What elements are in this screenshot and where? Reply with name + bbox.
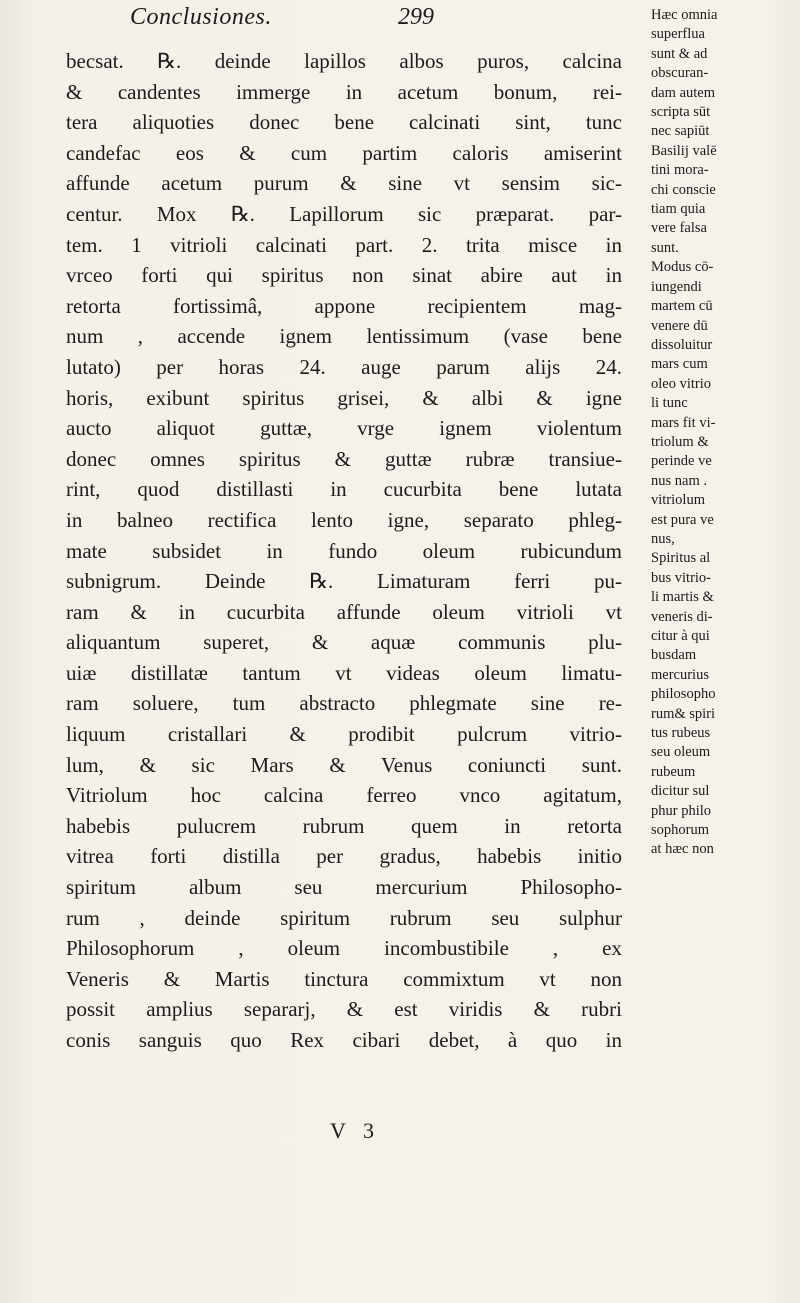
marginal-note-line: busdam bbox=[651, 647, 697, 664]
text-line: centur. Mox ℞. Lapillorum sic præparat. par- bbox=[66, 201, 622, 226]
marginal-note-line: venere dū bbox=[651, 317, 708, 334]
text-line: possit amplius separarj, & est viridis & rubri bbox=[66, 997, 622, 1022]
text-line: candefac eos & cum partim caloris amiserint bbox=[66, 140, 622, 165]
marginal-note-line: perinde ve bbox=[651, 453, 712, 470]
marginal-note-line: rum& spiri bbox=[651, 705, 716, 722]
marginal-note-line: superflua bbox=[651, 26, 705, 43]
text-line: retorta fortissimâ, appone recipientem mag- bbox=[66, 293, 622, 318]
text-line: ram soluere, tum abstracto phlegmate sine re- bbox=[66, 691, 622, 716]
text-line: rum , deinde spiritum rubrum seu sulphur bbox=[66, 905, 622, 930]
marginal-notes bbox=[651, 6, 751, 860]
text-line: conis sanguis quo Rex cibari debet, à quo in bbox=[66, 1028, 622, 1052]
marginal-note-line: vere falsa bbox=[651, 220, 707, 237]
text-line: liquum cristallari & prodibit pulcrum vitrio- bbox=[66, 722, 622, 747]
marginal-note-line: nec sapiūt bbox=[651, 123, 710, 140]
text-line: & candentes immerge in acetum bonum, rei- bbox=[66, 79, 622, 104]
marginal-note-line: phur philo bbox=[651, 802, 712, 819]
text-line: donec omnes spiritus & guttæ rubræ transiue- bbox=[66, 446, 622, 471]
text-line: aliquantum superet, & aquæ communis plu- bbox=[66, 630, 622, 655]
marginal-note-line: vitriolum bbox=[651, 492, 705, 509]
marginal-note-line: citur à qui bbox=[651, 628, 710, 644]
text-line: num , accende ignem lentissimum (vase bene bbox=[66, 324, 622, 349]
marginal-note-line: sunt. bbox=[651, 239, 679, 256]
page-number: 299 bbox=[398, 4, 434, 30]
marginal-note-line: philosopho bbox=[651, 686, 716, 703]
text-line: Philosophorum , oleum incombustibile , ex bbox=[66, 936, 622, 961]
text-line: aucto aliquot guttæ, vrge ignem violentum bbox=[66, 416, 622, 441]
marginal-note-line: at hæc non bbox=[651, 841, 714, 858]
text-line: subnigrum. Deinde ℞. Limaturam ferri pu- bbox=[66, 569, 622, 594]
text-line: Veneris & Martis tinctura commixtum vt non bbox=[66, 966, 622, 991]
marginal-note-line: nus nam . bbox=[651, 472, 707, 489]
text-line: lum, & sic Mars & Venus coniuncti sunt. bbox=[66, 752, 622, 777]
text-line: rint, quod distillasti in cucurbita bene lutata bbox=[66, 477, 622, 502]
marginal-note-line: Basilij valē bbox=[651, 142, 717, 159]
marginal-note-line: Hæc omnia bbox=[651, 7, 718, 23]
text-line: spiritum album seu mercurium Philosopho- bbox=[66, 875, 622, 900]
text-line: lutato) per horas 24. auge parum alijs 24. bbox=[66, 354, 622, 379]
marginal-note-line: martem cū bbox=[651, 298, 713, 315]
marginal-note-line: chi conscie bbox=[651, 181, 716, 198]
marginal-note-line: triolum & bbox=[651, 433, 709, 450]
main-text-block bbox=[66, 46, 622, 1056]
signature-mark: V 3 bbox=[330, 1118, 380, 1143]
marginal-note-line: bus vitrio- bbox=[651, 569, 712, 586]
text-line: vitrea forti distilla per gradus, habebis initio bbox=[66, 844, 622, 869]
text-line: habebis pulucrem rubrum quem in retorta bbox=[66, 813, 622, 838]
text-line: mate subsidet in fundo oleum rubicundum bbox=[66, 538, 622, 563]
marginal-note-line: mars fit vi- bbox=[651, 414, 716, 431]
marginal-note-line: obscuran- bbox=[651, 65, 709, 82]
text-line: tera aliquoties donec bene calcinati sint, tunc bbox=[66, 110, 622, 135]
text-line: affunde acetum purum & sine vt sensim sic- bbox=[66, 171, 622, 196]
text-line: uiæ distillatæ tantum vt videas oleum limatu- bbox=[66, 660, 622, 685]
marginal-note-line: iungendi bbox=[651, 278, 702, 295]
marginal-note-line: dissoluitur bbox=[651, 336, 713, 353]
marginal-note-line: scripta sūt bbox=[651, 104, 711, 121]
text-line: vrceo forti qui spiritus non sinat abire aut in bbox=[66, 263, 622, 288]
marginal-note-line: tini mora- bbox=[651, 162, 709, 179]
marginal-note-line: li tunc bbox=[651, 395, 688, 412]
marginal-note-line: Modus cō- bbox=[651, 259, 714, 276]
marginal-note-line: mercurius bbox=[651, 666, 709, 683]
text-line: Vitriolum hoc calcina ferreo vnco agitatum, bbox=[66, 783, 622, 808]
marginal-note-line: seu oleum bbox=[651, 744, 711, 761]
marginal-note-line: mars cum bbox=[651, 356, 708, 373]
marginal-note-line: veneris di- bbox=[651, 608, 713, 625]
marginal-note-line: dam autem bbox=[651, 84, 716, 101]
marginal-note-line: rubeum bbox=[651, 763, 696, 780]
marginal-note-line: dicitur sul bbox=[651, 783, 710, 800]
marginal-note-line: est pura ve bbox=[651, 511, 714, 528]
marginal-note-line: li martis & bbox=[651, 589, 714, 606]
marginal-note-line: nus, bbox=[651, 530, 675, 547]
marginal-note-line: tus rubeus bbox=[651, 725, 711, 742]
text-line: in balneo rectifica lento igne, separato phleg- bbox=[66, 507, 622, 532]
text-line: horis, exibunt spiritus grisei, & albi & igne bbox=[66, 385, 622, 410]
marginal-note-line: sophorum bbox=[651, 822, 709, 839]
text-line: ram & in cucurbita affunde oleum vitrioli vt bbox=[66, 599, 622, 624]
marginal-note-line: sunt & ad bbox=[651, 45, 708, 62]
text-line: tem. 1 vitrioli calcinati part. 2. trita misce in bbox=[66, 232, 622, 257]
marginal-note-line: Spiritus al bbox=[651, 550, 711, 567]
marginal-note-line: oleo vitrio bbox=[651, 375, 712, 392]
text-line: becsat. ℞. deinde lapillos albos puros, calcina bbox=[66, 49, 622, 73]
marginal-note-line: tiam quia bbox=[651, 201, 706, 218]
running-head: Conclusiones. bbox=[130, 4, 272, 30]
